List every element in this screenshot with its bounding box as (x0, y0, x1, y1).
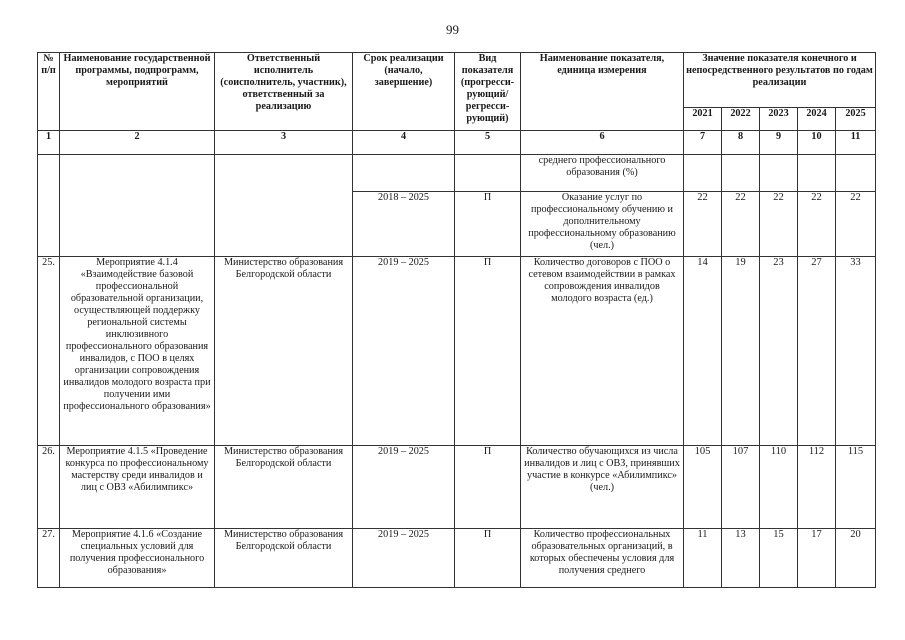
row-value: 15 (760, 529, 798, 588)
row-period (353, 155, 455, 192)
table-row (38, 155, 876, 192)
row-value (684, 155, 722, 192)
row-indicator: Количество обучающихся из числа инвалидов и лиц с ОВЗ, принявших участие в конкурсе «Абилимпикс» (чел.) (521, 446, 684, 529)
row-indicator: Количество профессиональных образовательных организаций, в которых обеспечены условия для получения среднего (521, 529, 684, 588)
row-value: 22 (798, 192, 836, 257)
column-number: 2 (60, 131, 215, 155)
row-period: 2019 – 2025 (353, 446, 455, 529)
row-value (760, 155, 798, 192)
program-table (37, 52, 876, 588)
page-number: 99 (446, 22, 459, 37)
header-row (38, 53, 876, 108)
row-name (60, 155, 215, 257)
row-type: П (455, 257, 521, 446)
row-number: 27. (38, 529, 60, 588)
header-indicator: Наименование показателя, единица измерения (521, 53, 684, 131)
row-value: 105 (684, 446, 722, 529)
column-number: 5 (455, 131, 521, 155)
column-number-row (38, 131, 876, 155)
row-value: 13 (722, 529, 760, 588)
row-value: 27 (798, 257, 836, 446)
row-number: 25. (38, 257, 60, 446)
row-value: 115 (836, 446, 876, 529)
row-type (455, 155, 521, 192)
column-number: 10 (798, 131, 836, 155)
row-value: 20 (836, 529, 876, 588)
row-period: 2019 – 2025 (353, 257, 455, 446)
header-responsible: Ответственный исполнитель (соисполнитель, участник), ответственный за реализацию (215, 53, 353, 131)
row-value: 17 (798, 529, 836, 588)
header-year: 2021 (684, 108, 722, 131)
row-responsible (215, 155, 353, 257)
row-value: 23 (760, 257, 798, 446)
row-indicator: Оказание услуг по профессиональному обучению и дополнительному профессиональному образованию (чел.) (521, 192, 684, 257)
table-row (38, 257, 876, 446)
header-year: 2023 (760, 108, 798, 131)
row-value (836, 155, 876, 192)
row-responsible: Министерство образования Белгородской области (215, 446, 353, 529)
header-values-group: Значение показателя конечного и непосредственного результатов по годам реализации (684, 53, 876, 108)
column-number: 4 (353, 131, 455, 155)
table-row (38, 529, 876, 588)
header-year: 2025 (836, 108, 876, 131)
column-number: 3 (215, 131, 353, 155)
row-value: 33 (836, 257, 876, 446)
row-indicator: среднего профессионального образования (%) (521, 155, 684, 192)
row-value: 22 (684, 192, 722, 257)
column-number: 9 (760, 131, 798, 155)
row-type: П (455, 446, 521, 529)
column-number: 1 (38, 131, 60, 155)
row-type: П (455, 192, 521, 257)
row-name: Мероприятие 4.1.6 «Создание специальных условий для получения профессионального образования» (60, 529, 215, 588)
row-number (38, 155, 60, 257)
column-number: 6 (521, 131, 684, 155)
row-value: 22 (722, 192, 760, 257)
column-number: 7 (684, 131, 722, 155)
header-type: Вид показателя (прогресси-рующий/ регресси-рующий) (455, 53, 521, 131)
row-period: 2018 – 2025 (353, 192, 455, 257)
row-period: 2019 – 2025 (353, 529, 455, 588)
header-period: Срок реализации (начало, завершение) (353, 53, 455, 131)
row-value: 19 (722, 257, 760, 446)
row-value: 11 (684, 529, 722, 588)
row-indicator: Количество договоров с ПОО о сетевом взаимодействии в рамках сопровождения инвалидов молодого возраста (ед.) (521, 257, 684, 446)
row-name: Мероприятие 4.1.5 «Проведение конкурса по профессиональному мастерству среди инвалидов и лиц с ОВЗ «Абилимпикс» (60, 446, 215, 529)
row-value: 14 (684, 257, 722, 446)
row-responsible: Министерство образования Белгородской области (215, 529, 353, 588)
table-row (38, 446, 876, 529)
row-name: Мероприятие 4.1.4 «Взаимодействие базовой профессиональной образовательной организации, осуществляющей поддержку региональной системы инклюзивного профессионального образования инвалидов, с ПОО в целях организации сопровождения инвалидов молодого возраста при получении ими профессионального образования» (60, 257, 215, 446)
row-responsible: Министерство образования Белгородской области (215, 257, 353, 446)
row-value: 107 (722, 446, 760, 529)
row-type: П (455, 529, 521, 588)
row-value: 112 (798, 446, 836, 529)
row-value: 22 (760, 192, 798, 257)
row-value: 22 (836, 192, 876, 257)
column-number: 11 (836, 131, 876, 155)
row-value (798, 155, 836, 192)
row-value (722, 155, 760, 192)
header-num: № п/п (38, 53, 60, 131)
header-name: Наименование государственной программы, подпрограмм, мероприятий (60, 53, 215, 131)
column-number: 8 (722, 131, 760, 155)
header-year: 2022 (722, 108, 760, 131)
row-value: 110 (760, 446, 798, 529)
header-year: 2024 (798, 108, 836, 131)
row-number: 26. (38, 446, 60, 529)
